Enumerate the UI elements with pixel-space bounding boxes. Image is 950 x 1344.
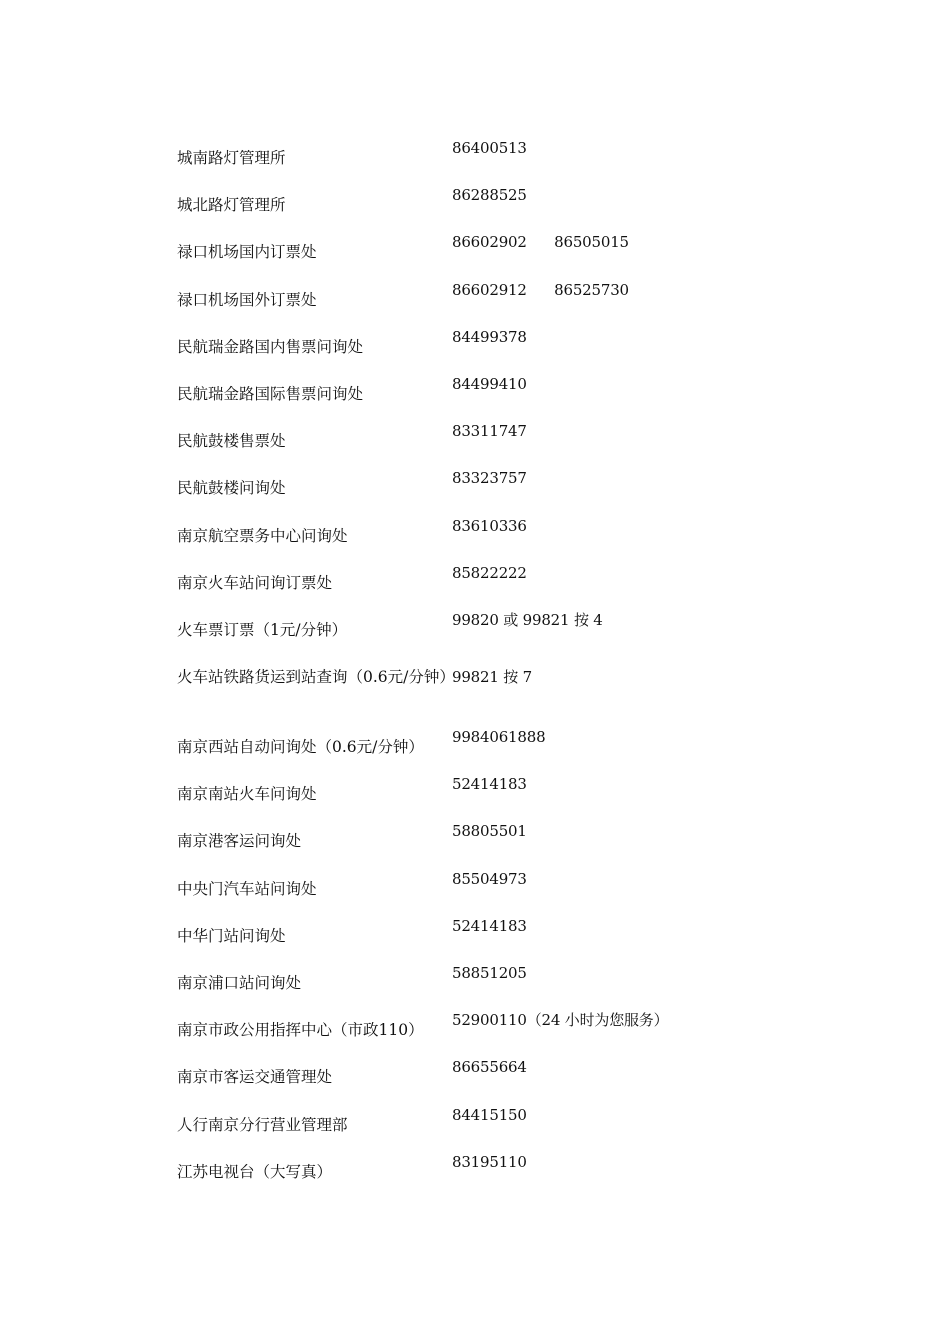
list-item: [177, 1150, 737, 1197]
entry-name: 民航鼓楼问询处: [177, 479, 286, 498]
entry-name: 禄口机场国内订票处: [177, 243, 317, 262]
entry-name: 火车票订票（1元/分钟）: [177, 620, 348, 639]
entry-name: 南京火车站问询订票处: [177, 573, 333, 592]
entry-name: 南京南站火车问询处: [177, 785, 317, 804]
list-item: [177, 1055, 737, 1102]
entry-name: 南京浦口站问询处: [177, 974, 302, 992]
entry-phone: 83311747: [452, 422, 527, 441]
entry-phone: 99820 或 99821 按 4: [452, 610, 603, 629]
entry-phone: 52414183: [452, 775, 527, 794]
list-item: [177, 608, 737, 655]
entry-phone: 58851205: [452, 964, 527, 982]
list-item: [177, 1008, 737, 1055]
entry-name: 城北路灯管理所: [177, 196, 286, 215]
list-item: [177, 325, 737, 372]
list-item: [177, 372, 737, 419]
entry-phone: 86602902 86505015: [452, 233, 629, 252]
entry-name: 南京航空票务中心问询处: [177, 526, 348, 545]
entry-name: 南京西站自动问询处（0.6元/分钟）: [177, 738, 424, 757]
entry-name: 民航瑞金路国内售票问询处: [177, 337, 364, 356]
entry-name: 南京市政公用指挥中心（市政110）: [177, 1021, 424, 1040]
entry-phone: 86655664: [452, 1058, 527, 1077]
entry-phone: 84499378: [452, 327, 527, 346]
list-item: [177, 1103, 737, 1150]
entry-phone: 84415150: [452, 1105, 527, 1124]
entry-phone: 83323757: [452, 469, 527, 488]
entry-phone: 9984061888: [452, 728, 546, 747]
entry-phone: 86288525: [452, 186, 527, 205]
list-item: [177, 961, 737, 1008]
entry-name: 人行南京分行营业管理部: [177, 1115, 348, 1134]
list-item: [177, 183, 737, 230]
list-item: [177, 466, 737, 513]
entry-phone: 85822222: [452, 563, 527, 582]
list-item: [177, 278, 737, 325]
entry-name: 火车站铁路货运到站查询（0.6元/分钟）: [177, 668, 455, 687]
entry-name: 南京港客运问询处: [177, 832, 302, 851]
entry-phone: 58805501: [452, 822, 527, 841]
list-item: [177, 819, 737, 866]
list-item: [177, 230, 737, 277]
list-item: [177, 914, 737, 961]
entry-name: 城南路灯管理所: [177, 149, 286, 167]
entry-name: 民航鼓楼售票处: [177, 432, 286, 451]
list-item: [177, 867, 737, 914]
entry-phone: 85504973: [452, 869, 527, 888]
entry-name: 禄口机场国外订票处: [177, 290, 317, 309]
entry-phone: 99821 按 7: [452, 668, 532, 687]
phone-directory: [177, 136, 737, 1197]
entry-phone: 86602912 86525730: [452, 280, 629, 299]
entry-name: 南京市客运交通管理处: [177, 1068, 333, 1087]
list-item: [177, 136, 737, 183]
entry-name: 民航瑞金路国际售票问询处: [177, 384, 364, 403]
entry-phone: 84499410: [452, 374, 527, 393]
list-item: [177, 514, 737, 561]
list-item: [177, 725, 737, 772]
entry-name: 中华门站问询处: [177, 926, 286, 945]
entry-phone: 52900110（24 小时为您服务）: [452, 1011, 669, 1030]
list-item: [177, 772, 737, 819]
entry-phone: 83610336: [452, 516, 527, 535]
list-item: [177, 419, 737, 466]
entry-phone: 86400513: [452, 139, 527, 157]
entry-name: 江苏电视台（大写真）: [177, 1162, 333, 1181]
entry-phone: 52414183: [452, 916, 527, 935]
list-item: [177, 655, 737, 725]
entry-phone: 83195110: [452, 1152, 527, 1171]
list-item: [177, 561, 737, 608]
entry-name: 中央门汽车站问询处: [177, 879, 317, 898]
